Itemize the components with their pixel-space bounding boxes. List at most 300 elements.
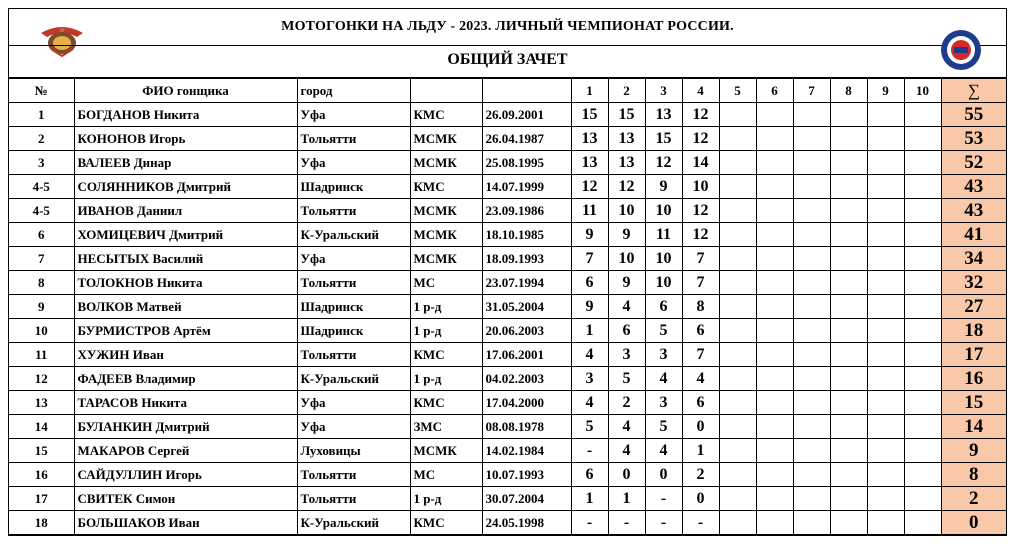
stage-2-points-cell: 0 <box>608 463 645 487</box>
table-row <box>9 223 1006 247</box>
rider-name-cell: СОЛЯННИКОВ Дмитрий <box>74 175 297 199</box>
stage-8-points-cell <box>830 319 867 343</box>
rider-name-cell: БУЛАНКИН Дмитрий <box>74 415 297 439</box>
city-cell: Уфа <box>297 247 410 271</box>
table-row <box>9 511 1006 535</box>
sport-rank-cell: МСМК <box>410 151 482 175</box>
rank-cell: 6 <box>9 223 74 247</box>
stage-10-points-cell <box>904 487 941 511</box>
total-points-cell: 53 <box>941 127 1006 151</box>
birthdate-cell: 30.07.2004 <box>482 487 571 511</box>
stage-6-points-cell <box>756 151 793 175</box>
rider-name-cell: САЙДУЛЛИН Игорь <box>74 463 297 487</box>
table-row <box>9 487 1006 511</box>
total-points-cell: 41 <box>941 223 1006 247</box>
stage-9-points-cell <box>867 463 904 487</box>
stage-6-points-cell <box>756 247 793 271</box>
stage-1-points-cell: 1 <box>571 487 608 511</box>
rider-name-cell: ВАЛЕЕВ Динар <box>74 151 297 175</box>
total-points-cell: 32 <box>941 271 1006 295</box>
stage-5-points-cell <box>719 511 756 535</box>
stage-7-points-cell <box>793 151 830 175</box>
stage-4-points-cell: 12 <box>682 223 719 247</box>
stage-4-points-cell: 7 <box>682 247 719 271</box>
stage-7-points-cell <box>793 391 830 415</box>
stage-9-points-cell <box>867 295 904 319</box>
stage-9-points-cell <box>867 391 904 415</box>
rider-name-cell: ХУЖИН Иван <box>74 343 297 367</box>
rider-name-cell: БУРМИСТРОВ Артём <box>74 319 297 343</box>
standings-subtitle: ОБЩИЙ ЗАЧЕТ <box>447 51 568 68</box>
stage-6-points-cell <box>756 319 793 343</box>
sport-rank-cell: МСМК <box>410 223 482 247</box>
sport-rank-cell: МСМК <box>410 247 482 271</box>
col-city: город <box>297 79 410 103</box>
birthdate-cell: 14.02.1984 <box>482 439 571 463</box>
table-row <box>9 439 1006 463</box>
city-cell: Уфа <box>297 151 410 175</box>
total-points-cell: 34 <box>941 247 1006 271</box>
sport-rank-cell: КМС <box>410 343 482 367</box>
stage-2-points-cell: 6 <box>608 319 645 343</box>
stage-3-points-cell: 0 <box>645 463 682 487</box>
stage-1-points-cell: 13 <box>571 127 608 151</box>
total-points-cell: 16 <box>941 367 1006 391</box>
col-num: № <box>9 79 74 103</box>
city-cell: Уфа <box>297 415 410 439</box>
birthdate-cell: 24.05.1998 <box>482 511 571 535</box>
rider-name-cell: МАКАРОВ Сергей <box>74 439 297 463</box>
rank-cell: 7 <box>9 247 74 271</box>
stage-6-points-cell <box>756 175 793 199</box>
table-row <box>9 103 1006 127</box>
col-stage-5: 5 <box>719 79 756 103</box>
stage-7-points-cell <box>793 319 830 343</box>
sport-rank-cell: 1 р-д <box>410 367 482 391</box>
stage-8-points-cell <box>830 247 867 271</box>
sport-rank-cell: КМС <box>410 391 482 415</box>
total-points-cell: 27 <box>941 295 1006 319</box>
stage-10-points-cell <box>904 247 941 271</box>
standings-table <box>9 78 1006 535</box>
stage-4-points-cell: 2 <box>682 463 719 487</box>
standings-sheet <box>8 8 1007 536</box>
col-stage-9: 9 <box>867 79 904 103</box>
stage-9-points-cell <box>867 151 904 175</box>
stage-10-points-cell <box>904 223 941 247</box>
sport-rank-cell: 1 р-д <box>410 295 482 319</box>
stage-8-points-cell <box>830 127 867 151</box>
stage-7-points-cell <box>793 199 830 223</box>
stage-3-points-cell: 5 <box>645 319 682 343</box>
col-stage-10: 10 <box>904 79 941 103</box>
table-row <box>9 247 1006 271</box>
rank-cell: 3 <box>9 151 74 175</box>
total-points-cell: 8 <box>941 463 1006 487</box>
stage-9-points-cell <box>867 367 904 391</box>
total-points-cell: 2 <box>941 487 1006 511</box>
table-row <box>9 319 1006 343</box>
table-row <box>9 343 1006 367</box>
total-points-cell: 18 <box>941 319 1006 343</box>
stage-9-points-cell <box>867 223 904 247</box>
svg-text:☆: ☆ <box>59 28 65 34</box>
col-stage-3: 3 <box>645 79 682 103</box>
stage-7-points-cell <box>793 223 830 247</box>
stage-3-points-cell: 4 <box>645 367 682 391</box>
stage-6-points-cell <box>756 343 793 367</box>
stage-10-points-cell <box>904 271 941 295</box>
stage-1-points-cell: 4 <box>571 391 608 415</box>
city-cell: К-Уральский <box>297 223 410 247</box>
stage-4-points-cell: 14 <box>682 151 719 175</box>
stage-7-points-cell <box>793 511 830 535</box>
stage-7-points-cell <box>793 247 830 271</box>
stage-1-points-cell: 5 <box>571 415 608 439</box>
stage-1-points-cell: 12 <box>571 175 608 199</box>
stage-10-points-cell <box>904 103 941 127</box>
rider-name-cell: ХОМИЦЕВИЧ Дмитрий <box>74 223 297 247</box>
table-row <box>9 151 1006 175</box>
city-cell: Тольятти <box>297 463 410 487</box>
rank-cell: 14 <box>9 415 74 439</box>
rank-cell: 10 <box>9 319 74 343</box>
stage-8-points-cell <box>830 271 867 295</box>
rank-cell: 2 <box>9 127 74 151</box>
city-cell: Луховицы <box>297 439 410 463</box>
stage-5-points-cell <box>719 487 756 511</box>
table-row <box>9 367 1006 391</box>
stage-3-points-cell: 13 <box>645 103 682 127</box>
stage-5-points-cell <box>719 199 756 223</box>
stage-9-points-cell <box>867 199 904 223</box>
stage-8-points-cell <box>830 103 867 127</box>
col-stage-2: 2 <box>608 79 645 103</box>
birthdate-cell: 26.09.2001 <box>482 103 571 127</box>
mfr-emblem-logo <box>940 29 982 71</box>
stage-2-points-cell: 9 <box>608 223 645 247</box>
total-points-cell: 0 <box>941 511 1006 535</box>
stage-6-points-cell <box>756 223 793 247</box>
stage-10-points-cell <box>904 391 941 415</box>
stage-8-points-cell <box>830 223 867 247</box>
stage-6-points-cell <box>756 391 793 415</box>
table-row <box>9 127 1006 151</box>
stage-3-points-cell: 3 <box>645 391 682 415</box>
stage-2-points-cell: 9 <box>608 271 645 295</box>
stage-8-points-cell <box>830 415 867 439</box>
sport-rank-cell: 1 р-д <box>410 319 482 343</box>
stage-3-points-cell: 10 <box>645 247 682 271</box>
stage-5-points-cell <box>719 271 756 295</box>
birthdate-cell: 10.07.1993 <box>482 463 571 487</box>
birthdate-cell: 31.05.2004 <box>482 295 571 319</box>
stage-2-points-cell: 3 <box>608 343 645 367</box>
stage-2-points-cell: 5 <box>608 367 645 391</box>
city-cell: Шадринск <box>297 295 410 319</box>
stage-4-points-cell: 7 <box>682 271 719 295</box>
stage-5-points-cell <box>719 127 756 151</box>
stage-9-points-cell <box>867 487 904 511</box>
rank-cell: 12 <box>9 367 74 391</box>
rank-cell: 11 <box>9 343 74 367</box>
stage-5-points-cell <box>719 151 756 175</box>
stage-4-points-cell: 4 <box>682 367 719 391</box>
stage-1-points-cell: 9 <box>571 223 608 247</box>
col-name: ФИО гонщика <box>74 79 297 103</box>
stage-10-points-cell <box>904 343 941 367</box>
stage-7-points-cell <box>793 343 830 367</box>
stage-1-points-cell: 1 <box>571 319 608 343</box>
stage-10-points-cell <box>904 151 941 175</box>
stage-7-points-cell <box>793 103 830 127</box>
stage-6-points-cell <box>756 199 793 223</box>
stage-4-points-cell: 6 <box>682 391 719 415</box>
birthdate-cell: 18.10.1985 <box>482 223 571 247</box>
city-cell: Тольятти <box>297 487 410 511</box>
col-stage-1: 1 <box>571 79 608 103</box>
stage-2-points-cell: 10 <box>608 199 645 223</box>
stage-7-points-cell <box>793 463 830 487</box>
rank-cell: 18 <box>9 511 74 535</box>
stage-3-points-cell: 6 <box>645 295 682 319</box>
rank-cell: 4-5 <box>9 175 74 199</box>
rider-name-cell: ВОЛКОВ Матвей <box>74 295 297 319</box>
stage-6-points-cell <box>756 439 793 463</box>
col-stage-8: 8 <box>830 79 867 103</box>
total-points-cell: 43 <box>941 199 1006 223</box>
stage-4-points-cell: 8 <box>682 295 719 319</box>
stage-2-points-cell: 13 <box>608 151 645 175</box>
birthdate-cell: 26.04.1987 <box>482 127 571 151</box>
city-cell: Тольятти <box>297 271 410 295</box>
city-cell: Шадринск <box>297 319 410 343</box>
col-total: ∑ <box>941 79 1006 103</box>
total-points-cell: 15 <box>941 391 1006 415</box>
stage-1-points-cell: 13 <box>571 151 608 175</box>
stage-6-points-cell <box>756 367 793 391</box>
sport-rank-cell: МС <box>410 271 482 295</box>
stage-7-points-cell <box>793 271 830 295</box>
stage-9-points-cell <box>867 343 904 367</box>
stage-2-points-cell: 10 <box>608 247 645 271</box>
stage-3-points-cell: 5 <box>645 415 682 439</box>
stage-1-points-cell: - <box>571 511 608 535</box>
sport-rank-cell: МС <box>410 463 482 487</box>
table-row <box>9 199 1006 223</box>
stage-7-points-cell <box>793 295 830 319</box>
rider-name-cell: БОГДАНОВ Никита <box>74 103 297 127</box>
stage-9-points-cell <box>867 103 904 127</box>
birthdate-cell: 25.08.1995 <box>482 151 571 175</box>
stage-6-points-cell <box>756 415 793 439</box>
sport-rank-cell: ЗМС <box>410 415 482 439</box>
sport-rank-cell: КМС <box>410 175 482 199</box>
table-row <box>9 295 1006 319</box>
stage-3-points-cell: 11 <box>645 223 682 247</box>
stage-2-points-cell: 4 <box>608 415 645 439</box>
stage-10-points-cell <box>904 295 941 319</box>
birthdate-cell: 04.02.2003 <box>482 367 571 391</box>
stage-3-points-cell: - <box>645 487 682 511</box>
birthdate-cell: 17.04.2000 <box>482 391 571 415</box>
rider-name-cell: БОЛЬШАКОВ Иван <box>74 511 297 535</box>
stage-10-points-cell <box>904 175 941 199</box>
stage-5-points-cell <box>719 391 756 415</box>
stage-6-points-cell <box>756 463 793 487</box>
stage-3-points-cell: 3 <box>645 343 682 367</box>
rank-cell: 16 <box>9 463 74 487</box>
sport-rank-cell: КМС <box>410 103 482 127</box>
stage-5-points-cell <box>719 103 756 127</box>
stage-6-points-cell <box>756 127 793 151</box>
stage-8-points-cell <box>830 199 867 223</box>
stage-9-points-cell <box>867 271 904 295</box>
city-cell: Уфа <box>297 391 410 415</box>
stage-1-points-cell: 15 <box>571 103 608 127</box>
col-stage-4: 4 <box>682 79 719 103</box>
stage-10-points-cell <box>904 415 941 439</box>
stage-9-points-cell <box>867 439 904 463</box>
stage-10-points-cell <box>904 319 941 343</box>
table-row <box>9 175 1006 199</box>
stage-4-points-cell: 12 <box>682 127 719 151</box>
stage-7-points-cell <box>793 487 830 511</box>
city-cell: К-Уральский <box>297 367 410 391</box>
stage-6-points-cell <box>756 511 793 535</box>
stage-8-points-cell <box>830 511 867 535</box>
stage-8-points-cell <box>830 439 867 463</box>
rank-cell: 17 <box>9 487 74 511</box>
sheet-header <box>9 9 1006 78</box>
stage-6-points-cell <box>756 295 793 319</box>
stage-2-points-cell: 13 <box>608 127 645 151</box>
stage-8-points-cell <box>830 487 867 511</box>
stage-1-points-cell: 6 <box>571 463 608 487</box>
col-dob <box>482 79 571 103</box>
stage-3-points-cell: 12 <box>645 151 682 175</box>
stage-5-points-cell <box>719 463 756 487</box>
rider-name-cell: ТОЛОКНОВ Никита <box>74 271 297 295</box>
total-points-cell: 55 <box>941 103 1006 127</box>
rank-cell: 4-5 <box>9 199 74 223</box>
sport-rank-cell: МСМК <box>410 439 482 463</box>
stage-4-points-cell: 10 <box>682 175 719 199</box>
stage-7-points-cell <box>793 439 830 463</box>
header-divider <box>9 45 1006 46</box>
stage-9-points-cell <box>867 511 904 535</box>
stage-8-points-cell <box>830 295 867 319</box>
city-cell: Тольятти <box>297 343 410 367</box>
table-row <box>9 415 1006 439</box>
sport-rank-cell: МСМК <box>410 127 482 151</box>
total-points-cell: 9 <box>941 439 1006 463</box>
stage-9-points-cell <box>867 415 904 439</box>
stage-8-points-cell <box>830 391 867 415</box>
city-cell: К-Уральский <box>297 511 410 535</box>
stage-2-points-cell: 4 <box>608 439 645 463</box>
col-rank <box>410 79 482 103</box>
stage-9-points-cell <box>867 127 904 151</box>
table-row <box>9 391 1006 415</box>
col-stage-6: 6 <box>756 79 793 103</box>
stage-5-points-cell <box>719 343 756 367</box>
stage-8-points-cell <box>830 463 867 487</box>
rank-cell: 13 <box>9 391 74 415</box>
birthdate-cell: 17.06.2001 <box>482 343 571 367</box>
stage-9-points-cell <box>867 247 904 271</box>
stage-3-points-cell: 10 <box>645 199 682 223</box>
city-cell: Тольятти <box>297 127 410 151</box>
stage-7-points-cell <box>793 175 830 199</box>
stage-2-points-cell: 12 <box>608 175 645 199</box>
birthdate-cell: 23.07.1994 <box>482 271 571 295</box>
col-stage-7: 7 <box>793 79 830 103</box>
rank-cell: 8 <box>9 271 74 295</box>
birthdate-cell: 18.09.1993 <box>482 247 571 271</box>
stage-5-points-cell <box>719 247 756 271</box>
stage-8-points-cell <box>830 151 867 175</box>
stage-7-points-cell <box>793 127 830 151</box>
sport-rank-cell: МСМК <box>410 199 482 223</box>
stage-8-points-cell <box>830 175 867 199</box>
sport-rank-cell: 1 р-д <box>410 487 482 511</box>
stage-1-points-cell: 9 <box>571 295 608 319</box>
stage-10-points-cell <box>904 199 941 223</box>
rider-name-cell: СВИТЕК Симон <box>74 487 297 511</box>
stage-5-points-cell <box>719 415 756 439</box>
city-cell: Уфа <box>297 103 410 127</box>
table-row <box>9 463 1006 487</box>
stage-4-points-cell: 0 <box>682 415 719 439</box>
birthdate-cell: 20.06.2003 <box>482 319 571 343</box>
stage-1-points-cell: 11 <box>571 199 608 223</box>
stage-5-points-cell <box>719 295 756 319</box>
stage-10-points-cell <box>904 127 941 151</box>
stage-4-points-cell: - <box>682 511 719 535</box>
stage-9-points-cell <box>867 175 904 199</box>
stage-5-points-cell <box>719 175 756 199</box>
stage-6-points-cell <box>756 271 793 295</box>
stage-3-points-cell: 10 <box>645 271 682 295</box>
total-points-cell: 43 <box>941 175 1006 199</box>
stage-10-points-cell <box>904 439 941 463</box>
stage-1-points-cell: 7 <box>571 247 608 271</box>
stage-8-points-cell <box>830 343 867 367</box>
stage-6-points-cell <box>756 487 793 511</box>
rider-name-cell: ТАРАСОВ Никита <box>74 391 297 415</box>
total-points-cell: 17 <box>941 343 1006 367</box>
stage-1-points-cell: 3 <box>571 367 608 391</box>
stage-4-points-cell: 12 <box>682 103 719 127</box>
stage-9-points-cell <box>867 319 904 343</box>
stage-10-points-cell <box>904 511 941 535</box>
stage-5-points-cell <box>719 367 756 391</box>
stage-4-points-cell: 1 <box>682 439 719 463</box>
rank-cell: 1 <box>9 103 74 127</box>
stage-8-points-cell <box>830 367 867 391</box>
rider-name-cell: КОНОНОВ Игорь <box>74 127 297 151</box>
stage-3-points-cell: 15 <box>645 127 682 151</box>
championship-title: МОТОГОНКИ НА ЛЬДУ - 2023. ЛИЧНЫЙ ЧЕМПИОНАТ РОССИИ. <box>281 19 734 34</box>
stage-5-points-cell <box>719 223 756 247</box>
table-header-row <box>9 79 1006 103</box>
stage-10-points-cell <box>904 463 941 487</box>
stage-4-points-cell: 12 <box>682 199 719 223</box>
birthdate-cell: 14.07.1999 <box>482 175 571 199</box>
stage-1-points-cell: - <box>571 439 608 463</box>
sport-rank-cell: КМС <box>410 511 482 535</box>
